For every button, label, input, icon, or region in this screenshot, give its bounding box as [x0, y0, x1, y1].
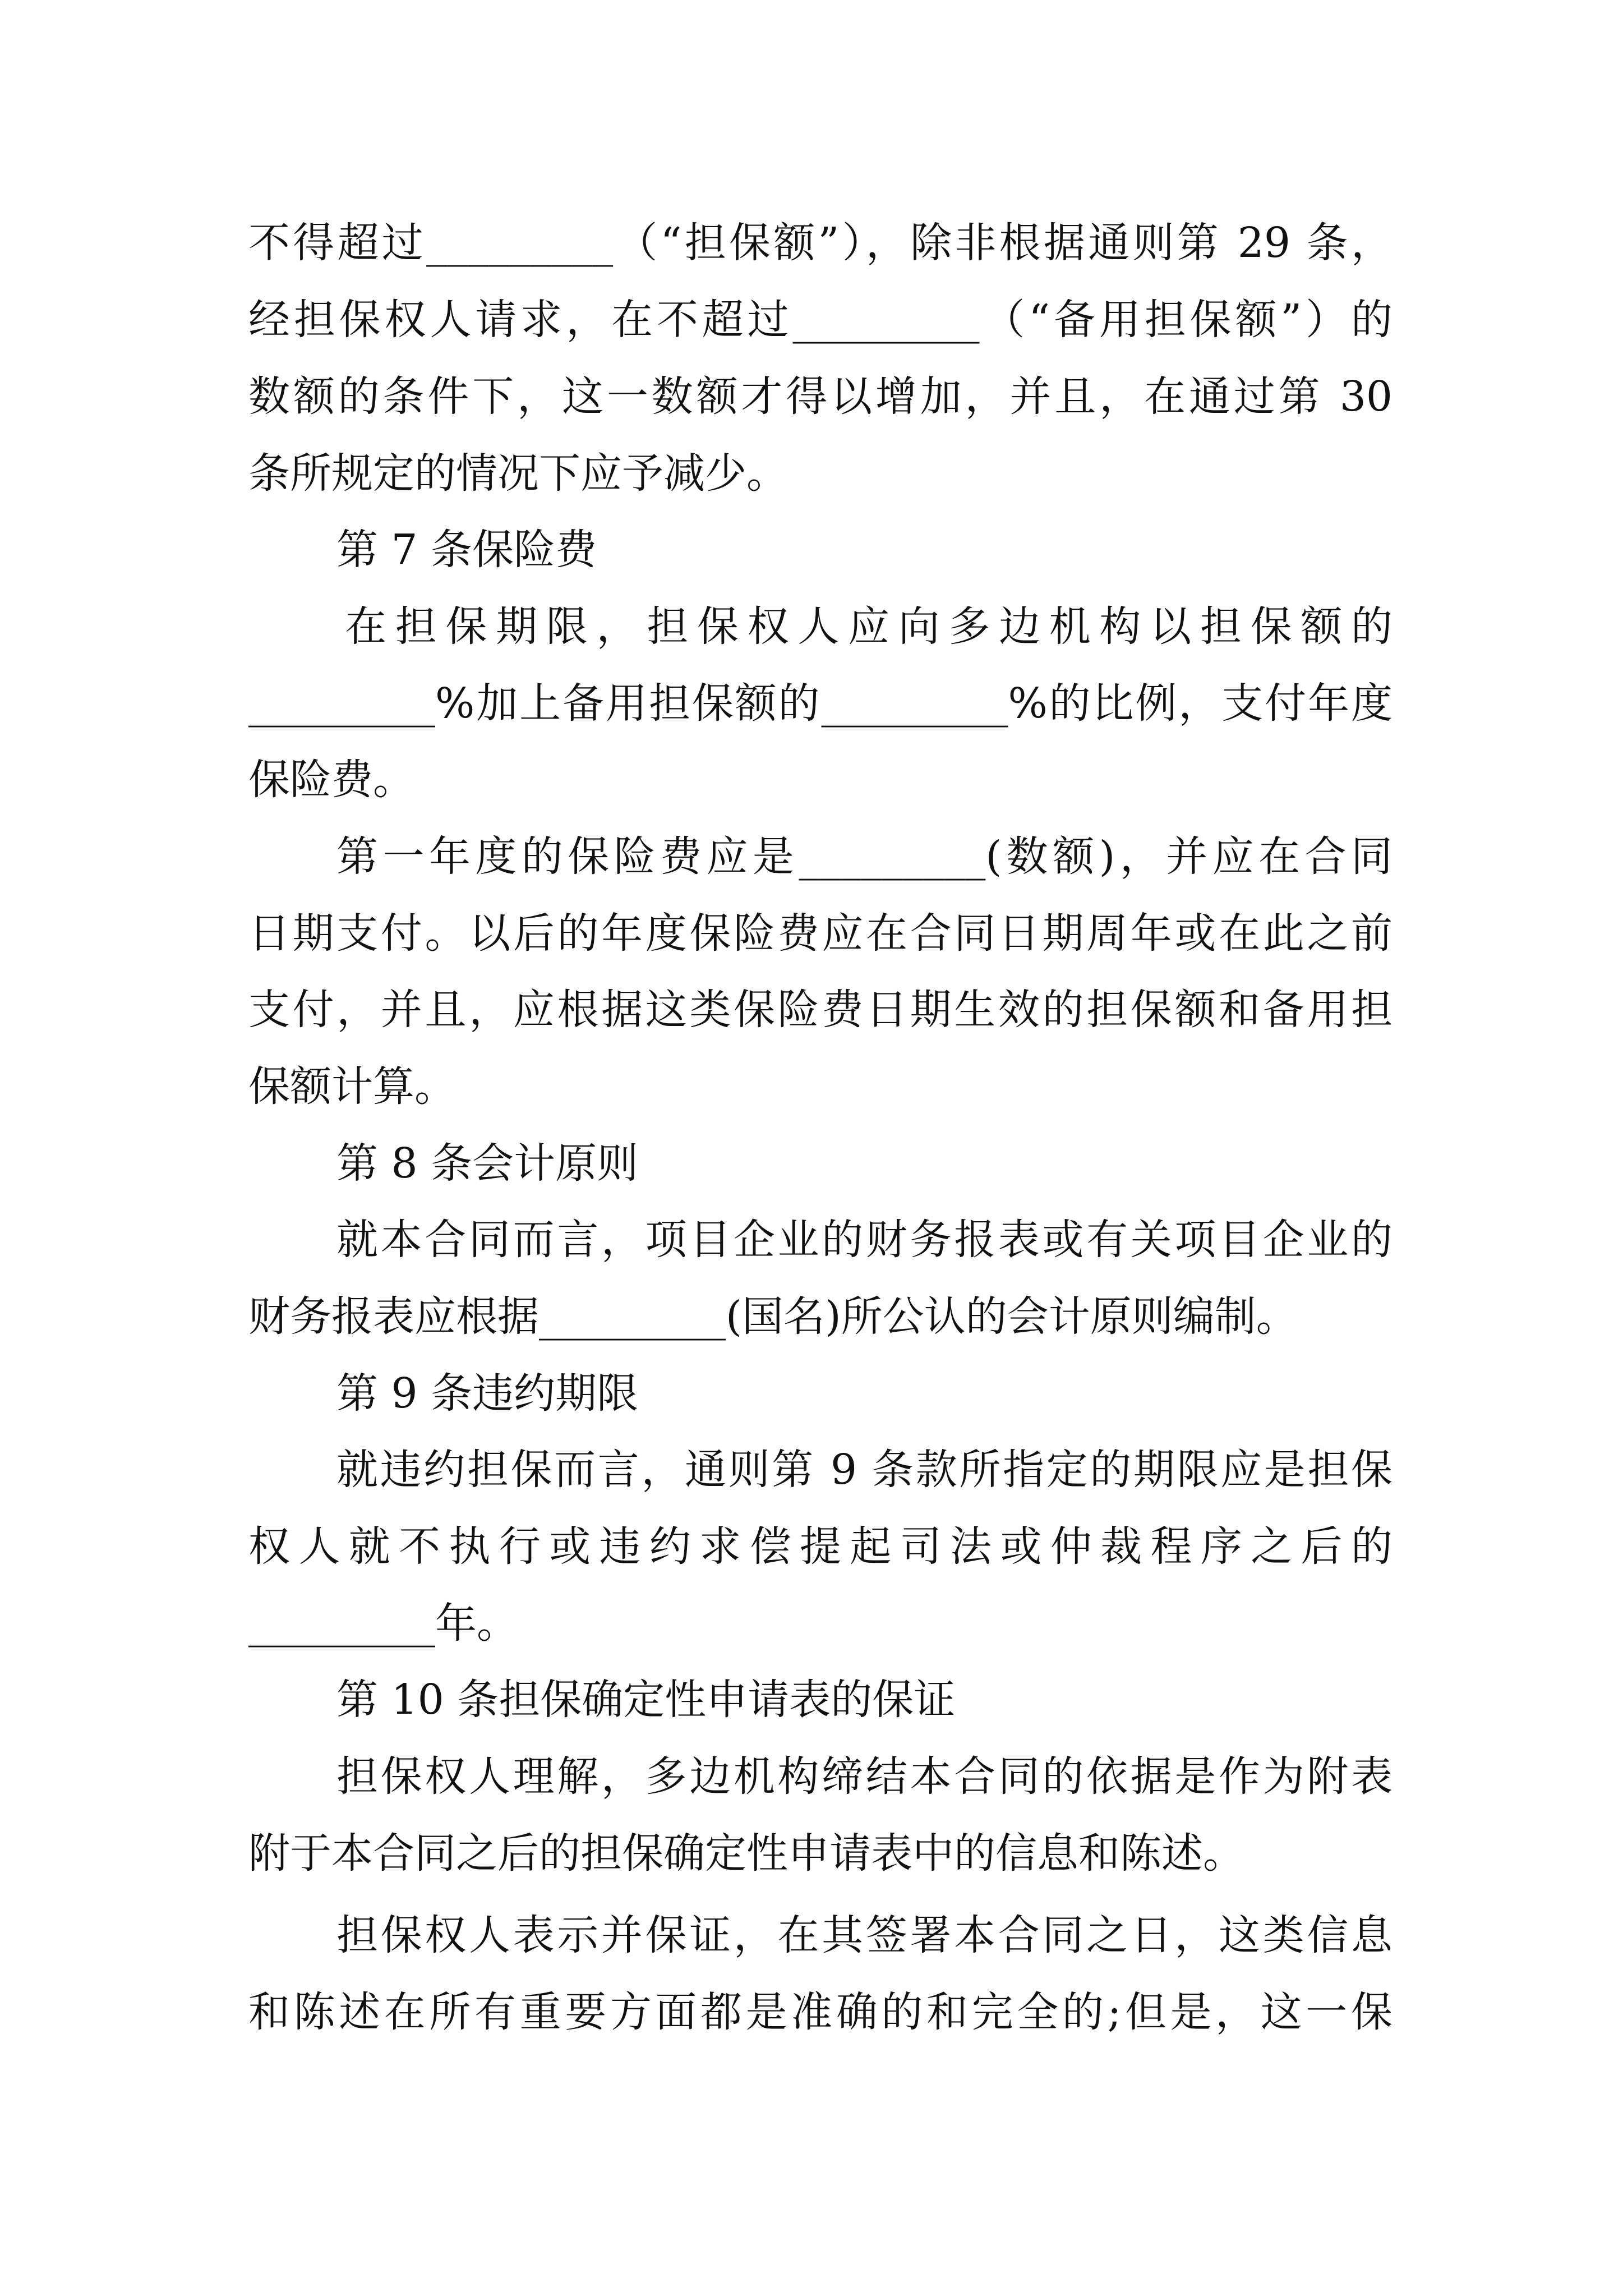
text-line: 财务报表应根据_________(国名)所公认的会计原则编制。 — [248, 1292, 1298, 1341]
text-line: 经担保权人请求，在不超过_________（“备用担保额”）的 — [248, 296, 1393, 344]
text-line: 权人就不执行或违约求偿提起司法或仲裁程序之后的 — [248, 1522, 1393, 1571]
text-line: 第一年度的保险费应是_________(数额)，并应在合同 — [336, 832, 1393, 881]
text-line: 日期支付。以后的年度保险费应在合同日期周年或在此之前 — [248, 909, 1393, 958]
text-line: 和陈述在所有重要方面都是准确的和完全的;但是，这一保 — [248, 1988, 1393, 2036]
text-line: 数额的条件下，这一数额才得以增加，并且，在通过第 30 — [248, 372, 1393, 421]
text-line: 保额计算。 — [248, 1062, 456, 1111]
article-heading: 第 7 条保险费 — [336, 526, 597, 574]
text-line: 就违约担保而言，通则第 9 条款所指定的期限应是担保 — [336, 1446, 1393, 1494]
text-line: 担保权人表示并保证，在其签署本合同之日，这类信息 — [336, 1911, 1393, 1959]
article-heading: 第 9 条违约期限 — [336, 1369, 639, 1418]
text-line: _________%加上备用担保额的_________%的比例，支付年度 — [248, 679, 1393, 728]
text-line: 就本合同而言，项目企业的财务报表或有关项目企业的 — [336, 1216, 1393, 1264]
text-line: _________年。 — [248, 1599, 518, 1648]
text-line: 支付，并且，应根据这类保险费日期生效的担保额和备用担 — [248, 986, 1393, 1034]
text-line: 保险费。 — [248, 756, 414, 804]
text-line: 不得超过_________（“担保额”），除非根据通则第 29 条， — [248, 219, 1393, 267]
text-line: 担保权人理解，多边机构缔结本合同的依据是作为附表 — [336, 1752, 1393, 1801]
article-heading: 第 8 条会计原则 — [336, 1139, 639, 1188]
text-line: 在担保期限，担保权人应向多边机构以担保额的 — [345, 602, 1393, 651]
article-heading: 第 10 条担保确定性申请表的保证 — [336, 1676, 956, 1724]
text-line: 附于本合同之后的担保确定性申请表中的信息和陈述。 — [248, 1829, 1244, 1878]
text-line: 条所规定的情况下应予减少。 — [248, 449, 788, 498]
